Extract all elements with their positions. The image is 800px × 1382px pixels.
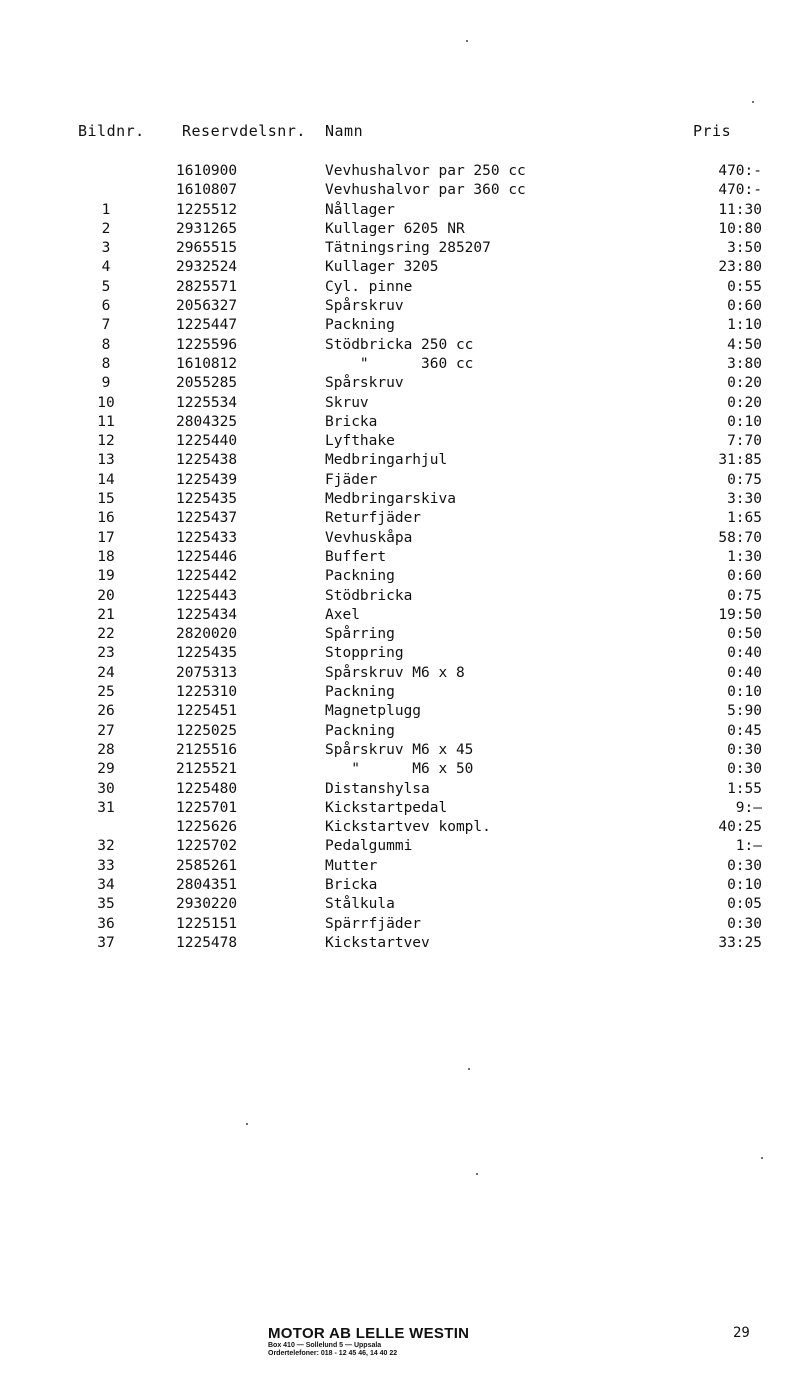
pris-cell: 0:10 — [727, 876, 762, 893]
pris-cell: 0:55 — [727, 278, 762, 295]
bildnr-cell: 20 — [97, 587, 115, 604]
bildnr-cell: 1 — [101, 201, 111, 218]
namn-cell: Packning — [325, 722, 395, 739]
bildnr-cell: 8 — [101, 355, 111, 372]
pris-cell: 470:- — [718, 163, 762, 179]
namn-cell: Vevhushalvor par 360 cc — [325, 182, 526, 199]
column-header-pris: Pris — [693, 122, 732, 140]
namn-cell: Spårring — [325, 626, 395, 643]
namn-cell: Kullager 6205 NR — [325, 220, 465, 237]
namn-cell: " M6 x 50 — [325, 761, 474, 778]
bildnr-cell: 13 — [97, 452, 115, 469]
bildnr-cell: 25 — [97, 684, 115, 701]
bildnr-cell: 5 — [101, 278, 111, 295]
reservdelsnr-cell: 2932524 — [176, 259, 238, 276]
pris-cell: 9:— — [735, 799, 762, 816]
pris-cell: 0:30 — [727, 857, 762, 874]
column-header-bildnr: Bildnr. — [78, 122, 145, 140]
table-row — [0, 471, 800, 490]
parts-table — [0, 162, 800, 953]
table-row — [0, 490, 800, 509]
namn-cell: " 360 cc — [325, 355, 474, 372]
table-row — [0, 278, 800, 297]
pris-cell: 0:75 — [727, 587, 762, 604]
table-row — [0, 780, 800, 799]
scan-speck — [466, 40, 468, 42]
bildnr-cell: 21 — [97, 606, 115, 623]
company-address: Box 410 — Sollelund 5 — Uppsala — [268, 1342, 382, 1349]
pris-cell: 1:65 — [727, 510, 762, 527]
reservdelsnr-cell: 2820020 — [176, 626, 238, 643]
table-row — [0, 934, 800, 953]
reservdelsnr-cell: 1610812 — [176, 355, 238, 372]
page-number: 29 — [733, 1325, 750, 1341]
reservdelsnr-cell: 2965515 — [176, 240, 238, 257]
bildnr-cell: 15 — [97, 491, 115, 508]
bildnr-cell: 23 — [97, 645, 115, 662]
table-row — [0, 413, 800, 432]
pris-cell: 0:20 — [727, 375, 762, 392]
namn-cell: Lyfthake — [325, 433, 395, 450]
reservdelsnr-cell: 1225701 — [176, 799, 238, 816]
reservdelsnr-cell: 1225434 — [176, 606, 238, 623]
namn-cell: Stoppring — [325, 645, 404, 662]
bildnr-cell: 3 — [101, 240, 111, 257]
table-row — [0, 837, 800, 856]
reservdelsnr-cell: 1225439 — [176, 471, 238, 488]
pris-cell: 5:90 — [727, 703, 762, 720]
reservdelsnr-cell: 1225437 — [176, 510, 238, 527]
reservdelsnr-cell: 1225310 — [176, 684, 238, 701]
namn-cell: Kickstartpedal — [325, 799, 448, 816]
pris-cell: 7:70 — [727, 433, 762, 450]
column-header-namn: Namn — [325, 122, 364, 140]
reservdelsnr-cell: 1225435 — [176, 645, 238, 662]
reservdelsnr-cell: 1225442 — [176, 568, 238, 585]
pris-cell: 0:10 — [727, 413, 762, 430]
reservdelsnr-cell: 1225447 — [176, 317, 238, 334]
reservdelsnr-cell: 1225438 — [176, 452, 238, 469]
reservdelsnr-cell: 2930220 — [176, 896, 238, 913]
pris-cell: 0:10 — [727, 684, 762, 701]
table-row — [0, 818, 800, 837]
table-row — [0, 664, 800, 683]
reservdelsnr-cell: 1225435 — [176, 491, 238, 508]
reservdelsnr-cell: 2055285 — [176, 375, 238, 392]
reservdelsnr-cell: 1225534 — [176, 394, 238, 411]
table-row — [0, 702, 800, 721]
namn-cell: Medbringarskiva — [325, 491, 456, 508]
footer — [268, 1325, 469, 1358]
bildnr-cell: 34 — [97, 876, 115, 893]
bildnr-cell: 2 — [101, 220, 111, 237]
table-row — [0, 432, 800, 451]
namn-cell: Spårskruv M6 x 8 — [325, 664, 465, 681]
namn-cell: Cyl. pinne — [325, 278, 413, 295]
reservdelsnr-cell: 1610807 — [176, 182, 238, 199]
reservdelsnr-cell: 2075313 — [176, 664, 238, 681]
pris-cell: 58:70 — [718, 529, 762, 546]
bildnr-cell: 30 — [97, 780, 115, 797]
bildnr-cell: 35 — [97, 896, 115, 913]
scan-speck — [752, 101, 754, 103]
pris-cell: 40:25 — [718, 819, 762, 836]
reservdelsnr-cell: 1225480 — [176, 780, 238, 797]
reservdelsnr-cell: 1610900 — [176, 163, 238, 179]
table-row — [0, 741, 800, 760]
pris-cell: 0:75 — [727, 471, 762, 488]
bildnr-cell: 8 — [101, 336, 111, 353]
pris-cell: 0:30 — [727, 741, 762, 758]
namn-cell: Bricka — [325, 876, 378, 893]
pris-cell: 10:80 — [718, 220, 762, 237]
table-row — [0, 509, 800, 528]
namn-cell: Spårskruv — [325, 375, 404, 392]
bildnr-cell: 32 — [97, 838, 115, 855]
namn-cell: Vevhushalvor par 250 cc — [325, 163, 526, 179]
bildnr-cell: 37 — [97, 934, 115, 951]
table-row — [0, 548, 800, 567]
table-row — [0, 876, 800, 895]
bildnr-cell: 36 — [97, 915, 115, 932]
pris-cell: 1:30 — [727, 548, 762, 565]
namn-cell: Axel — [325, 606, 360, 623]
bildnr-cell: 22 — [97, 626, 115, 643]
pris-cell: 0:50 — [727, 626, 762, 643]
table-row — [0, 799, 800, 818]
table-row — [0, 587, 800, 606]
pris-cell: 23:80 — [718, 259, 762, 276]
namn-cell: Spårskruv — [325, 298, 404, 315]
namn-cell: Kickstartvev — [325, 934, 430, 951]
pris-cell: 3:50 — [727, 240, 762, 257]
table-row — [0, 162, 800, 181]
namn-cell: Skruv — [325, 394, 369, 411]
table-row — [0, 760, 800, 779]
pris-cell: 3:30 — [727, 491, 762, 508]
reservdelsnr-cell: 1225025 — [176, 722, 238, 739]
namn-cell: Packning — [325, 317, 395, 334]
pris-cell: 0:40 — [727, 645, 762, 662]
bildnr-cell: 18 — [97, 548, 115, 565]
scan-speck — [476, 1173, 478, 1175]
scan-speck — [761, 1157, 763, 1159]
reservdelsnr-cell: 1225446 — [176, 548, 238, 565]
reservdelsnr-cell: 1225433 — [176, 529, 238, 546]
table-row — [0, 722, 800, 741]
pris-cell: 0:45 — [727, 722, 762, 739]
namn-cell: Nållager — [325, 201, 395, 218]
bildnr-cell: 24 — [97, 664, 115, 681]
namn-cell: Buffert — [325, 548, 387, 565]
table-row — [0, 644, 800, 663]
namn-cell: Stödbricka — [325, 587, 413, 604]
pris-cell: 1:55 — [727, 780, 762, 797]
bildnr-cell: 29 — [97, 761, 115, 778]
table-row — [0, 181, 800, 200]
table-row — [0, 258, 800, 277]
table-row — [0, 220, 800, 239]
bildnr-cell: 26 — [97, 703, 115, 720]
table-row — [0, 297, 800, 316]
table-row — [0, 355, 800, 374]
namn-cell: Fjäder — [325, 471, 378, 488]
table-row — [0, 857, 800, 876]
pris-cell: 0:60 — [727, 568, 762, 585]
scan-speck — [246, 1123, 248, 1125]
bildnr-cell: 31 — [97, 799, 115, 816]
reservdelsnr-cell: 1225626 — [176, 819, 238, 836]
namn-cell: Medbringarhjul — [325, 452, 448, 469]
table-row — [0, 915, 800, 934]
scan-speck — [468, 1068, 470, 1070]
reservdelsnr-cell: 1225702 — [176, 838, 238, 855]
reservdelsnr-cell: 1225478 — [176, 934, 238, 951]
bildnr-cell: 10 — [97, 394, 115, 411]
table-row — [0, 683, 800, 702]
pris-cell: 33:25 — [718, 934, 762, 951]
table-row — [0, 201, 800, 220]
company-name: MOTOR AB LELLE WESTIN — [268, 1325, 470, 1342]
table-row — [0, 895, 800, 914]
table-row — [0, 606, 800, 625]
reservdelsnr-cell: 1225443 — [176, 587, 238, 604]
bildnr-cell: 9 — [101, 375, 111, 392]
bildnr-cell: 11 — [97, 413, 115, 430]
table-row — [0, 567, 800, 586]
namn-cell: Tätningsring 285207 — [325, 240, 491, 257]
bildnr-cell: 17 — [97, 529, 115, 546]
reservdelsnr-cell: 2125516 — [176, 741, 238, 758]
bildnr-cell: 27 — [97, 722, 115, 739]
pris-cell: 4:50 — [727, 336, 762, 353]
pris-cell: 1:10 — [727, 317, 762, 334]
reservdelsnr-cell: 2804351 — [176, 876, 238, 893]
pris-cell: 11:30 — [718, 201, 762, 218]
column-header-reservdelsnr: Reservdelsnr. — [182, 122, 306, 140]
reservdelsnr-cell: 2825571 — [176, 278, 238, 295]
pris-cell: 3:80 — [727, 355, 762, 372]
bildnr-cell: 6 — [101, 298, 111, 315]
namn-cell: Bricka — [325, 413, 378, 430]
pris-cell: 1:— — [735, 838, 762, 855]
pris-cell: 0:40 — [727, 664, 762, 681]
table-row — [0, 316, 800, 335]
namn-cell: Mutter — [325, 857, 378, 874]
namn-cell: Pedalgummi — [325, 838, 413, 855]
namn-cell: Packning — [325, 568, 395, 585]
table-row — [0, 394, 800, 413]
bildnr-cell: 12 — [97, 433, 115, 450]
namn-cell: Vevhuskåpa — [325, 529, 413, 546]
namn-cell: Spärrfjäder — [325, 915, 422, 932]
pris-cell: 0:05 — [727, 896, 762, 913]
table-row — [0, 625, 800, 644]
reservdelsnr-cell: 1225440 — [176, 433, 238, 450]
reservdelsnr-cell: 2125521 — [176, 761, 238, 778]
namn-cell: Distanshylsa — [325, 780, 430, 797]
namn-cell: Returfjäder — [325, 510, 422, 527]
pris-cell: 470:- — [718, 182, 762, 199]
reservdelsnr-cell: 1225151 — [176, 915, 238, 932]
bildnr-cell: 19 — [97, 568, 115, 585]
reservdelsnr-cell: 2804325 — [176, 413, 238, 430]
bildnr-cell: 7 — [101, 317, 111, 334]
reservdelsnr-cell: 2931265 — [176, 220, 238, 237]
pris-cell: 19:50 — [718, 606, 762, 623]
namn-cell: Stålkula — [325, 896, 395, 913]
reservdelsnr-cell: 1225512 — [176, 201, 238, 218]
table-row — [0, 374, 800, 393]
bildnr-cell: 28 — [97, 741, 115, 758]
bildnr-cell: 14 — [97, 471, 115, 488]
pris-cell: 31:85 — [718, 452, 762, 469]
table-row — [0, 239, 800, 258]
bildnr-cell: 4 — [101, 259, 111, 276]
bildnr-cell: 33 — [97, 857, 115, 874]
table-row — [0, 529, 800, 548]
table-row — [0, 451, 800, 470]
pris-cell: 0:30 — [727, 761, 762, 778]
table-row — [0, 336, 800, 355]
pris-cell: 0:60 — [727, 298, 762, 315]
namn-cell: Kullager 3205 — [325, 259, 439, 276]
reservdelsnr-cell: 1225451 — [176, 703, 238, 720]
pris-cell: 0:20 — [727, 394, 762, 411]
namn-cell: Kickstartvev kompl. — [325, 819, 491, 836]
bildnr-cell: 16 — [97, 510, 115, 527]
pris-cell: 0:30 — [727, 915, 762, 932]
namn-cell: Packning — [325, 684, 395, 701]
namn-cell: Spårskruv M6 x 45 — [325, 741, 474, 758]
order-phones: Ordertelefoner: 018 - 12 45 46, 14 40 22 — [268, 1350, 398, 1357]
reservdelsnr-cell: 1225596 — [176, 336, 238, 353]
reservdelsnr-cell: 2056327 — [176, 298, 238, 315]
reservdelsnr-cell: 2585261 — [176, 857, 238, 874]
namn-cell: Magnetplugg — [325, 703, 422, 720]
namn-cell: Stödbricka 250 cc — [325, 336, 474, 353]
